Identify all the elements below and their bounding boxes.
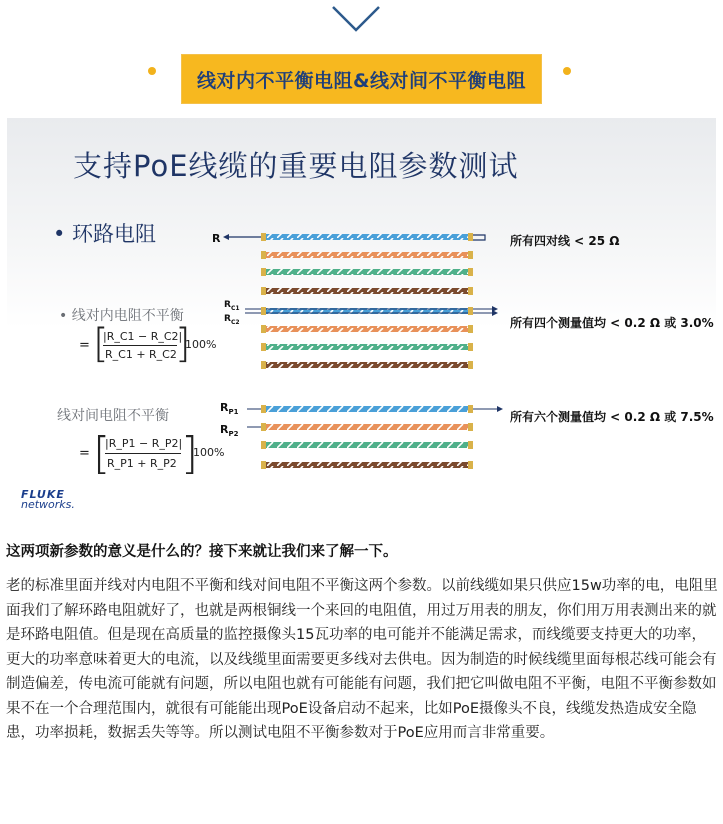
bullet-intra-pair-unbalance: • 线对内电阻不平衡 bbox=[59, 308, 184, 324]
formula-inter-suffix: 100% bbox=[193, 446, 225, 459]
note-inter-pair: 所有六个测量值均 < 0.2 Ω 或 7.5% bbox=[510, 410, 714, 424]
bullet-inter-pair-unbalance: 线对间电阻不平衡 bbox=[57, 408, 169, 424]
note-intra-pair: 所有四个测量值均 < 0.2 Ω 或 3.0% bbox=[510, 316, 714, 330]
label-r: R bbox=[212, 232, 221, 245]
left-accent-dot bbox=[148, 67, 156, 75]
section-banner: 线对内不平衡电阻&线对间不平衡电阻 bbox=[181, 54, 542, 104]
article-question: 这两项新参数的意义是什么的？接下来就让我们来了解一下。 bbox=[6, 544, 398, 560]
pair-orange-1 bbox=[265, 252, 469, 258]
bullet-loop-resistance: • 环路电阻 bbox=[53, 222, 157, 246]
pair-brown-2 bbox=[265, 362, 469, 368]
pair-orange-3 bbox=[265, 424, 469, 430]
chevron-down-icon bbox=[330, 4, 382, 34]
formula-inter-pair: = [ |R_P1 − R_P2| R_P1 + R_P2 ] 100% bbox=[79, 428, 225, 479]
right-accent-dot bbox=[563, 67, 571, 75]
fluke-networks-logo: FLUKE networks. bbox=[21, 488, 75, 511]
article-paragraph: 老的标准里面并线对内电阻不平衡和线对间电阻不平衡这两个参数。以前线缆如果只供应15w功率的电，电阻里面我们了解环路电阻就好了，也就是两根铜线一个来回的电阻值，用过万用表的朋友，你们用万用表测出来的就是环路电阻值。但是现在高质量的监控摄像头15瓦功率的电可能并不能满足需求，而线缆要支持更大的功率，更大的功率意味着更大的电流，以及线缆里面需要更多线对去供电。因为制造的时候线缆里面每根芯线可能会有制造偏差，传电流可能就有问题，所以电阻也就有可能能有问题，我们把它叫做电阻不平衡，电阻不平衡参数如果不在一个合理范围内，就很有可能能出现PoE设备启动不起来，比如PoE摄像头不良，线缆发热造成安全隐患，功率损耗，数据丢失等等。所以测试电阻不平衡参数对于PoE应用而言非常重要。 bbox=[6, 578, 718, 741]
slide-title: 支持PoE线缆的重要电阻参数测试 bbox=[73, 149, 519, 183]
label-rp2: $R_{P2}$ bbox=[220, 423, 239, 439]
label-rc2: $R_{C2}$ bbox=[224, 314, 240, 326]
formula-intra-denominator: R_C1 + R_C2 bbox=[105, 348, 177, 361]
pair-blue-3 bbox=[265, 406, 469, 412]
pair-brown-1 bbox=[265, 288, 469, 294]
formula-inter-numerator: |R_P1 − R_P2| bbox=[105, 437, 183, 450]
label-rp1: $R_{P1}$ bbox=[220, 401, 239, 417]
formula-intra-pair: = [ |R_C1 − R_C2| R_C1 + R_C2 ] 100% bbox=[79, 321, 217, 367]
pair-brown-3 bbox=[265, 462, 469, 468]
cable-pairs-diagram bbox=[7, 118, 716, 526]
pair-green-2 bbox=[265, 344, 469, 350]
pair-blue-1 bbox=[265, 234, 469, 240]
formula-inter-denominator: R_P1 + R_P2 bbox=[107, 457, 177, 470]
formula-intra-numerator: |R_C1 − R_C2| bbox=[103, 330, 183, 343]
formula-intra-suffix: 100% bbox=[185, 338, 217, 351]
pair-green-1 bbox=[265, 269, 469, 275]
pair-orange-2 bbox=[265, 326, 469, 332]
poe-resistance-slide bbox=[7, 118, 716, 526]
note-loop-resistance: 所有四对线 < 25 Ω bbox=[510, 234, 620, 248]
pair-green-3 bbox=[265, 442, 469, 448]
label-rc1: $R_{C1}$ bbox=[224, 300, 240, 312]
